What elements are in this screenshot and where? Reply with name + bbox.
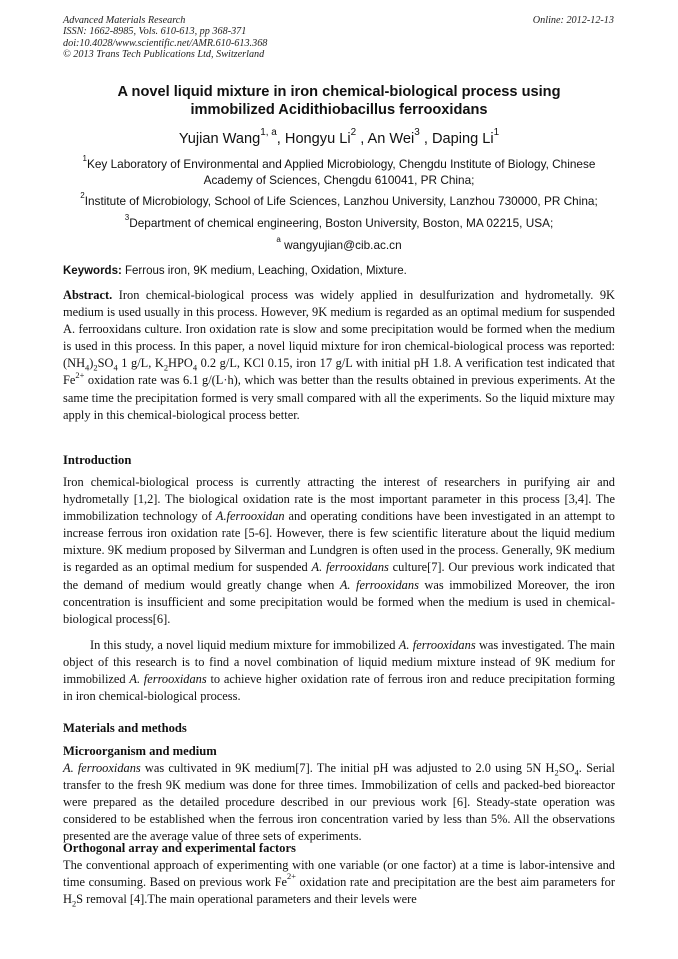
title-line-2: immobilized Acidithiobacillus ferrooxidans bbox=[190, 102, 488, 118]
intro-text: In this study, a novel liquid medium mixture for immobilized bbox=[90, 638, 399, 652]
methods-text: SO bbox=[558, 761, 575, 775]
methods-heading: Materials and methods bbox=[63, 721, 187, 735]
issn: ISSN: 1662-8985, Vols. 610-613, pp 368-371 bbox=[63, 26, 247, 38]
author-1: Yujian Wang bbox=[178, 131, 261, 147]
affiliation-1 bbox=[63, 156, 615, 188]
abstract bbox=[63, 287, 615, 424]
doi: doi:10.4028/www.scientific.net/AMR.610-613.368 bbox=[63, 37, 268, 49]
intro-text: was immobilized Moreover, the iron concentration is insufficient and some precipitation would be formed when the medium is used in chemical-biological process[6]. bbox=[63, 577, 615, 626]
methods-text: . Serial transfer to the fresh 9K medium was done for three times. Immobilization of cells and packed-bed bioreactor were prepared as the detailed procedure described in our previous work [6]. Steady-state operation was considered to be established when the ferrous iron concentration varied by less than 5%. All the observations presented are the average value of three sets of experiments. bbox=[63, 761, 615, 844]
species-name: A. ferrooxidans bbox=[339, 577, 419, 592]
methods-sub: 2 bbox=[554, 767, 559, 778]
email-sup: a bbox=[276, 235, 281, 245]
abstract-sub: 2 bbox=[93, 362, 98, 373]
author-2-sup: 2 bbox=[350, 127, 357, 139]
aff2-sup: 2 bbox=[80, 191, 85, 201]
abstract-sub: 4 bbox=[85, 362, 90, 373]
abstract-sup: 2+ bbox=[75, 369, 85, 380]
introduction-heading: Introduction bbox=[63, 453, 132, 467]
species-name: A. ferrooxidans bbox=[398, 638, 476, 652]
abstract-text: Iron chemical-biological process was widely applied in desulfurization and hydrometally. 9K medium is used usually in this process. However, 9K medium is regarded as an optimal medium for suspended A. ferrooxidans culture. Iron oxidation rate is slow and some precipitation would be formed when the medium is used in this process. In this paper, a novel liquid mixture for iron chemical-biological process was reported: (NH bbox=[63, 288, 615, 371]
aff1-text: Key Laboratory of Environmental and Applied Microbiology, Chengdu Institute of Biology, Chinese bbox=[87, 157, 596, 171]
intro-text: culture[7]. Our previous work indicated that the demand of medium would greatly change when bbox=[63, 560, 615, 592]
methods-sup: 2+ bbox=[287, 871, 296, 882]
title-line-1: A novel liquid mixture in iron chemical-biological process using bbox=[117, 84, 561, 100]
email-text: wangyujian@cib.ac.cn bbox=[280, 238, 402, 252]
species-name: A.ferrooxidan bbox=[215, 509, 285, 524]
journal-metadata bbox=[63, 15, 267, 61]
abstract-sub: 4 bbox=[192, 362, 198, 373]
subsection-orthogonal: Orthogonal array and experimental factors bbox=[63, 841, 296, 855]
abstract-text: 0.2 g/L, KCl 0.15, iron 17 g/L with initial pH 1.8. A verification test indicated that Fe bbox=[63, 356, 615, 388]
affiliation-1-line-1 bbox=[63, 156, 615, 172]
online-date: Online: 2012-12-13 bbox=[532, 15, 614, 26]
journal-name: Advanced Materials Research bbox=[63, 15, 186, 26]
affiliation-2 bbox=[63, 193, 615, 209]
corresponding-email bbox=[63, 237, 615, 253]
subsection-microorganism: Microorganism and medium bbox=[63, 744, 217, 758]
aff3-text: Department of chemical engineering, Boston University, Boston, MA 02215, USA; bbox=[129, 216, 554, 230]
methods-paragraph-2 bbox=[63, 857, 615, 908]
intro-text: and operating conditions have been investigated in an attempt to increase ferrous iron oxidation rate [5-6]. However, there is few scientific literature about the liquid medium mixture. 9K medium proposed by Silverman and Lundgren is often used in the process. Generally, 9K medium is regarded as an optimal medium for suspended bbox=[63, 509, 615, 575]
methods-text: The conventional approach of experimenting with one variable (or one factor) at a time is labor-intensive and time consuming. Based on previous work Fe bbox=[63, 858, 615, 890]
abstract-label: Abstract. bbox=[63, 288, 113, 302]
copyright: © 2013 Trans Tech Publications Ltd, Switzerland bbox=[63, 49, 265, 61]
aff3-sup: 3 bbox=[124, 213, 130, 223]
species-name: A. ferrooxidans bbox=[311, 560, 389, 575]
author-1-sup: 1, a bbox=[260, 127, 277, 139]
abstract-sub: 4 bbox=[113, 362, 118, 373]
author-list bbox=[63, 127, 615, 147]
abstract-text: ) bbox=[89, 356, 94, 371]
intro-text: to achieve higher oxidation rate of ferrous iron and reduce precipitation forming in iron chemical-biological process. bbox=[63, 672, 616, 704]
aff1-sup: 1 bbox=[82, 154, 87, 164]
abstract-text: 1 g/L, K bbox=[117, 356, 164, 371]
introduction-paragraph-1 bbox=[63, 474, 615, 628]
author-2: , Hongyu Li bbox=[276, 131, 351, 147]
methods-text: S removal [4].The main operational parameters and their levels were bbox=[76, 892, 417, 907]
author-4-sup: 1 bbox=[493, 127, 500, 139]
intro-text: Iron chemical-biological process is currently attracting the interest of researchers in purifying air and hydrometally [1,2]. The biological oxidation rate is the most important parameter in this process [3,4]. The immobilization technology of bbox=[63, 475, 615, 524]
paper-title bbox=[63, 83, 615, 119]
affiliation-3 bbox=[63, 215, 615, 231]
keywords bbox=[63, 265, 615, 277]
methods-sub: 2 bbox=[71, 898, 77, 909]
author-4: , Daping Li bbox=[419, 131, 494, 147]
methods-text: oxidation rate and precipitation are the best aim parameters for H bbox=[63, 875, 615, 907]
methods-text: was cultivated in 9K medium[7]. The initial pH was adjusted to 2.0 using 5N H bbox=[140, 761, 555, 775]
keywords-label: Keywords: bbox=[63, 265, 122, 277]
keywords-text: Ferrous iron, 9K medium, Leaching, Oxidation, Mixture. bbox=[121, 265, 407, 277]
author-3-sup: 3 bbox=[414, 127, 420, 139]
intro-text: was investigated. The main object of this research is to find a novel combination of liquid medium mixture instead of 9K medium for immobilized bbox=[63, 638, 615, 687]
methods-sub: 4 bbox=[574, 767, 579, 778]
abstract-sub: 2 bbox=[163, 362, 169, 373]
methods-paragraph-1 bbox=[63, 760, 615, 845]
abstract-text: HPO bbox=[168, 356, 193, 371]
affiliation-1-line-2: Academy of Sciences, Chengdu 610041, PR China; bbox=[203, 173, 475, 187]
species-name: A. ferrooxidans bbox=[63, 761, 141, 775]
author-3: , An Wei bbox=[356, 131, 415, 147]
introduction-paragraph-2 bbox=[63, 637, 615, 705]
species-name: A. ferrooxidans bbox=[129, 672, 207, 687]
aff2-text: Institute of Microbiology, School of Life Sciences, Lanzhou University, Lanzhou 730000, PR China; bbox=[84, 194, 598, 208]
abstract-text: SO bbox=[97, 356, 114, 371]
abstract-text: oxidation rate was 6.1 g/(L·h), which was better than the results obtained in previous experiments. At the same time the precipitation formed is very small compared with all the experiments. So the liquid mixture may apply in this chemical-biological process better. bbox=[63, 373, 615, 422]
